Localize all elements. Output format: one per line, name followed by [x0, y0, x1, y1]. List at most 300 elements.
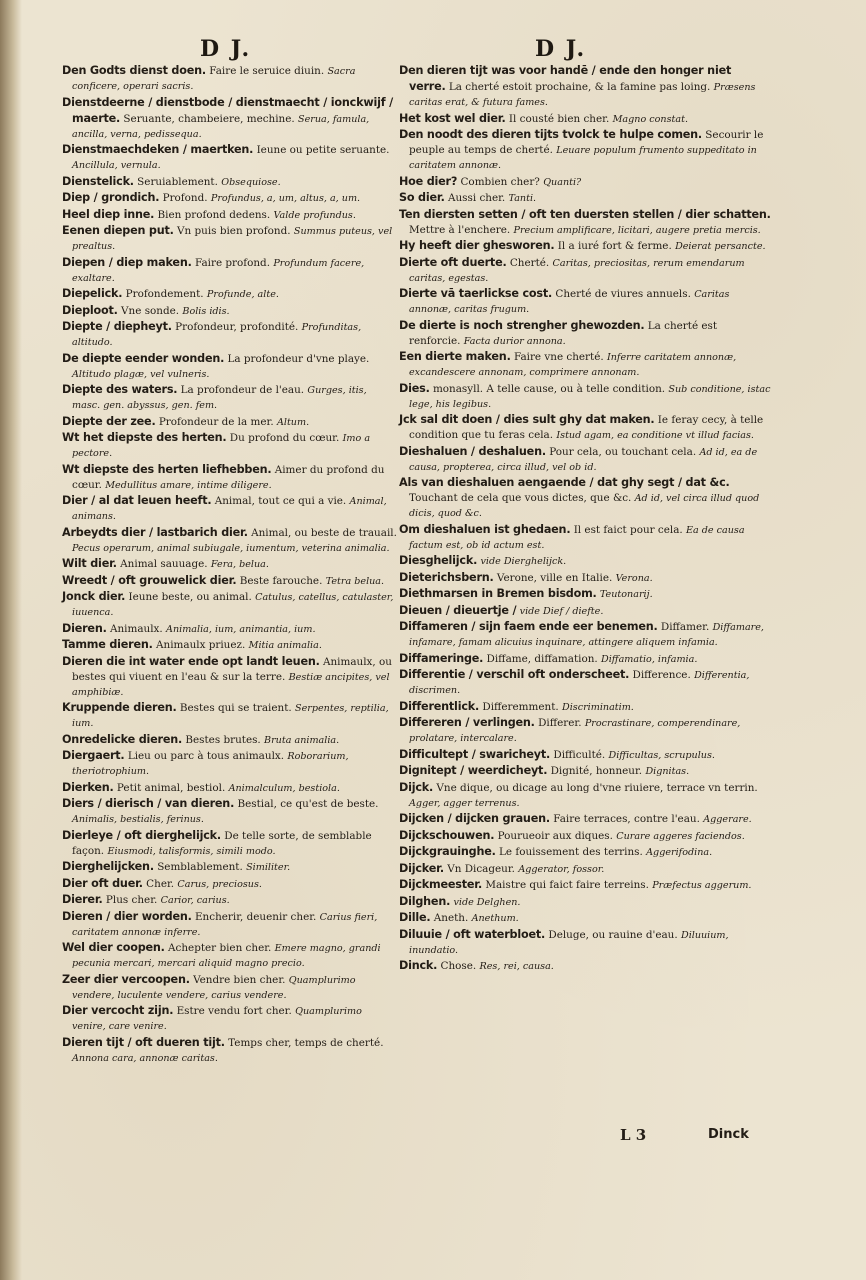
entry-headword: Dieren tijt / oft dueren tijt. [62, 1035, 225, 1049]
entry-headword: Diers / dierisch / van dieren. [62, 797, 235, 810]
entry-french: Diffame, diffamation. [486, 652, 598, 665]
entry-headword: Dijck. [399, 780, 434, 794]
entry-headword: Dierte vā taerlickse cost. [399, 287, 553, 300]
entry-french: La profondeur d'vne playe. [227, 352, 370, 365]
entry-french: Bestes brutes. [185, 733, 261, 746]
entry-headword: Diergaert. [62, 749, 125, 762]
dictionary-entry [399, 318, 771, 349]
dictionary-entry [62, 462, 397, 493]
dictionary-entry [399, 667, 771, 698]
dictionary-entry [62, 430, 397, 461]
dictionary-entry [62, 1003, 397, 1034]
entry-headword: Diesghelijck. [399, 554, 478, 567]
entry-latin: Discriminatim. [562, 701, 634, 713]
entry-french: Chose. [440, 960, 477, 972]
dictionary-entry [62, 414, 397, 430]
entry-headword: Diluuie / oft waterbloet. [399, 927, 546, 941]
dictionary-entry [399, 475, 771, 521]
dictionary-entry [62, 525, 397, 556]
entry-headword: Dierghelijcken. [62, 860, 154, 873]
entry-latin: Ancillula, vernula. [72, 160, 161, 171]
entry-latin: Sub conditione, istac lege, his legibus. [409, 383, 771, 410]
entry-latin: Quanti? [543, 176, 582, 188]
entry-latin: Istud agam, ea conditione vt illud facias. [556, 430, 754, 441]
entry-latin: vide Delghen. [453, 896, 521, 908]
entry-french: Difference. [632, 669, 691, 681]
dictionary-entry [62, 859, 397, 875]
dictionary-entry [399, 190, 771, 206]
entry-latin: Carus, preciosus. [177, 878, 262, 890]
running-head-right: D J. [535, 36, 587, 62]
dictionary-entry [399, 811, 771, 827]
entry-headword: Dille. [399, 911, 431, 924]
entry-french: Plus cher. [105, 894, 158, 906]
entry-headword: Kruppende dieren. [62, 701, 177, 714]
entry-headword: Den dieren tijt was voor handē / ende den honger niet verre. [399, 64, 732, 93]
dictionary-entry [62, 780, 397, 796]
entry-headword: Jonck dier. [62, 590, 126, 603]
entry-latin: Agger, agger terrenus. [409, 797, 520, 809]
dictionary-entry [62, 909, 397, 940]
entry-latin: Animalis, bestialis, ferinus. [72, 814, 204, 825]
entry-french: Bestial, ce qu'est de beste. [237, 798, 379, 810]
running-head-left: D J. [200, 36, 252, 62]
entry-french: Animaulx priuez. [156, 639, 246, 651]
dictionary-entry [62, 700, 397, 731]
dictionary-entry [399, 349, 771, 380]
entry-latin: Catulus, catellus, catulaster, iuuenca. [72, 592, 394, 618]
entry-french: Seruante, chambeiere, mechine. [123, 112, 295, 125]
entry-latin: Precium amplificare, licitari, augere pretia mercis. [513, 224, 761, 236]
entry-latin: Aggerare. [703, 814, 752, 825]
entry-headword: Dinck. [399, 959, 438, 972]
entry-french: Il a iuré fort & ferme. [557, 240, 672, 252]
dictionary-entry [399, 570, 771, 586]
entry-headword: Ten diersten setten / oft ten duersten stellen / dier schatten. [399, 207, 771, 221]
entry-latin: Caritas annonæ, caritas frugum. [409, 289, 730, 315]
dictionary-entry [399, 828, 771, 844]
entry-latin: Serpentes, reptilia, ium. [72, 703, 389, 729]
entry-headword: Dieshaluen / deshaluen. [399, 444, 546, 458]
entry-latin: Sacra conficere, operari sacris. [72, 66, 356, 92]
entry-headword: Dier vercocht zijn. [62, 1004, 174, 1017]
entry-headword: Differentlick. [399, 699, 480, 713]
entry-latin: Verona. [615, 572, 653, 584]
entry-french: Ieune beste, ou animal. [128, 591, 252, 603]
entry-headword: Dieterichsbern. [399, 570, 494, 584]
dictionary-entry [399, 603, 771, 619]
entry-latin: Dignitas. [645, 766, 690, 777]
dictionary-entry [62, 972, 397, 1003]
entry-latin: Præsens caritas erat, & futura fames. [409, 82, 756, 108]
entry-headword: Dierken. [62, 780, 114, 794]
entry-headword: Dienstelick. [62, 174, 134, 188]
entry-headword: De diepte eender wonden. [62, 351, 225, 365]
entry-french: Pour cela, ou touchant cela. [549, 445, 697, 458]
dictionary-entry [399, 238, 771, 254]
dictionary-entry [62, 1035, 397, 1066]
entry-french: La cherté est renforcie. [409, 319, 718, 347]
entry-french: Bien profond dedens. [157, 208, 271, 221]
dictionary-entry [399, 127, 771, 173]
entry-latin: Præfectus aggerum. [652, 880, 752, 891]
dictionary-entry [399, 522, 771, 553]
entry-latin: Valde profundus. [273, 209, 356, 221]
dictionary-entry [62, 892, 397, 908]
dictionary-entry [62, 255, 397, 286]
entry-french: Differemment. [482, 700, 559, 713]
entry-french: Encherir, deuenir cher. [194, 910, 317, 923]
entry-french: Profondeur, profondité. [175, 321, 299, 333]
entry-headword: Difficultept / swaricheyt. [399, 747, 551, 761]
dictionary-entry [399, 780, 771, 811]
entry-french: Profond. [162, 192, 208, 204]
entry-headword: Differentie / verschil oft onderscheet. [399, 668, 630, 681]
entry-french: Vendre bien cher. [193, 973, 286, 986]
dictionary-entry [62, 828, 397, 859]
dictionary-entry [62, 303, 397, 319]
entry-headword: Het kost wel dier. [399, 111, 506, 125]
entry-headword: Dies. [399, 381, 430, 395]
entry-french: Vne dique, ou dicage au long d'vne riuiere, terrace vn terrin. [436, 781, 758, 794]
entry-headword: Wreedt / oft grouwelick dier. [62, 573, 237, 587]
entry-french: De telle sorte, de semblable façon. [72, 829, 372, 857]
entry-french: Dignité, honneur. [550, 765, 643, 777]
entry-french: Aimer du profond du cœur. [72, 463, 385, 491]
entry-french: Difficulté. [553, 748, 606, 761]
entry-headword: Diffameringe. [399, 651, 484, 665]
entry-headword: Dierleye / oft dierghelijck. [62, 828, 221, 842]
entry-french: Le fouissement des terrins. [499, 846, 643, 858]
binding-gutter [0, 0, 22, 1280]
entry-latin: Diluuium, inundatio. [409, 929, 729, 956]
entry-headword: Onredelicke dieren. [62, 732, 183, 746]
entry-headword: Diepte des waters. [62, 383, 178, 396]
entry-latin: Altum. [276, 416, 310, 428]
dictionary-entry [62, 286, 397, 302]
entry-latin: Aggerator, fossor. [518, 863, 605, 875]
dictionary-entry [399, 877, 771, 893]
entry-french: La profondeur de l'eau. [180, 384, 305, 396]
entry-latin: Serua, famula, ancilla, verna, pedissequa. [72, 113, 370, 140]
dictionary-entry [399, 255, 771, 286]
entry-headword: Den noodt des dieren tijts tvolck te hulpe comen. [399, 128, 702, 141]
entry-headword: Arbeydts dier / lastbarich dier. [62, 525, 248, 539]
entry-french: Vn puis bien profond. [177, 225, 291, 237]
entry-headword: Wt diepste des herten liefhebben. [62, 462, 272, 476]
entry-latin: Bolis idis. [182, 305, 230, 317]
entry-headword: Diethmarsen in Bremen bisdom. [399, 587, 597, 600]
dictionary-entry [62, 142, 397, 173]
dictionary-entry [399, 651, 771, 667]
entry-headword: Dier / al dat leuen heeft. [62, 494, 212, 507]
entry-headword: Heel diep inne. [62, 207, 155, 221]
dictionary-entry [62, 876, 397, 892]
entry-latin: Bestiæ ancipites, vel amphibiæ. [72, 671, 390, 698]
dictionary-entry [399, 381, 771, 412]
entry-french: Ie feray cecy, à telle condition que tu feras cela. [409, 414, 764, 441]
entry-french: Temps cher, temps de cherté. [228, 1036, 384, 1049]
entry-latin: Annona cara, annonæ caritas. [72, 1052, 218, 1064]
entry-headword: Dieuen / dieuertje / [399, 603, 517, 617]
entry-latin: Summus puteus, vel prealtus. [72, 226, 393, 252]
entry-latin: Animalia, ium, animantia, ium. [166, 623, 316, 635]
entry-latin: Carior, carius. [160, 895, 230, 906]
entry-headword: Dieren / dier worden. [62, 909, 192, 923]
entry-latin: Carius fieri, caritatem annonæ inferre. [72, 911, 378, 938]
entry-latin: Emere magno, grandi pecunia mercari, mercari aliquid magno precio. [72, 943, 381, 969]
entry-latin: Res, rei, causa. [479, 961, 554, 972]
entry-headword: Wt het diepste des herten. [62, 431, 227, 444]
dictionary-entry [399, 861, 771, 877]
dictionary-entry [399, 619, 771, 650]
entry-headword: Dier oft duer. [62, 876, 143, 890]
dictionary-entry [399, 910, 771, 926]
entry-latin: Procrastinare, comperendinare, prolatare, intercalare. [409, 718, 741, 744]
entry-headword: Dierte oft duerte. [399, 255, 507, 269]
entry-french: Faire vne cherté. [513, 351, 604, 363]
entry-latin: Mitia animalia. [248, 640, 322, 651]
dictionary-entry [399, 894, 771, 910]
entry-latin: Ad id, ea de causa, propterea, circa illud, vel ob id. [409, 446, 758, 473]
entry-french: Aussi cher. [447, 192, 506, 204]
entry-headword: So dier. [399, 191, 445, 204]
entry-french: Achepter bien cher. [168, 942, 272, 954]
entry-latin: Differentia, discrimen. [409, 670, 750, 696]
entry-latin: Fera, belua. [210, 559, 269, 570]
dictionary-entry [62, 493, 397, 524]
entry-french: Faire terraces, contre l'eau. [553, 813, 700, 825]
dictionary-entry [62, 174, 397, 190]
entry-latin: Caritas, preciositas, rerum emendarum caritas, egestas. [409, 257, 745, 284]
entry-french: Semblablement. [157, 861, 243, 873]
entry-headword: Dijcken / dijcken grauen. [399, 812, 550, 825]
entry-latin: Profunditas, altitudo. [72, 322, 362, 348]
dictionary-entry [62, 223, 397, 254]
entry-latin: Quamplurimo vendere, luculente vendere, carius vendere. [72, 974, 356, 1001]
entry-latin: Pecus operarum, animal subiugale, iumentum, veterina animalia. [72, 542, 390, 554]
entry-french: Animaulx, ou bestes qui viuent en l'eau & sur la terre. [72, 655, 392, 683]
entry-headword: Dienstmaechdeken / maertken. [62, 143, 254, 156]
dictionary-entry [399, 958, 771, 974]
entry-french: Faire le seruice diuin. [209, 65, 325, 77]
entry-french: Verone, ville en Italie. [496, 571, 613, 584]
dictionary-entry [62, 940, 397, 971]
entry-french: Il cousté bien cher. [508, 112, 610, 125]
dictionary-entry [399, 586, 771, 602]
dictionary-entry [62, 319, 397, 350]
entry-latin: vide Dierghelijck. [480, 556, 567, 567]
right-column [399, 63, 771, 975]
entry-french: La cherté estoit prochaine, & la famine pas loing. [448, 81, 711, 93]
entry-headword: Dignitept / weerdicheyt. [399, 764, 548, 777]
entry-french: Petit animal, bestiol. [116, 781, 226, 794]
entry-headword: Diepte / diepheyt. [62, 320, 172, 333]
dictionary-entry [399, 412, 771, 443]
entry-latin: Obsequiose. [221, 176, 281, 188]
entry-headword: Den Godts dienst doen. [62, 64, 206, 77]
entry-french: Diffamer. [660, 621, 710, 633]
entry-french: Animal, tout ce qui a vie. [214, 495, 347, 507]
dictionary-entry [62, 654, 397, 700]
entry-french: Secourir le peuple au temps de cherté. [409, 129, 764, 156]
entry-french: Animaulx. [109, 622, 163, 635]
entry-latin: Medullitus amare, intime diligere. [105, 479, 272, 491]
dictionary-entry [399, 286, 771, 317]
entry-latin: Teutonarij. [599, 589, 653, 600]
entry-latin: Inferre caritatem annonæ, excandescere annonam, comprimere annonam. [409, 352, 737, 378]
dictionary-entry [399, 747, 771, 763]
dictionary-entry [62, 732, 397, 748]
entry-latin: Similiter. [246, 862, 291, 873]
entry-headword: Dijckschouwen. [399, 828, 495, 842]
entry-french: Aneth. [433, 912, 469, 924]
entry-headword: Diep / grondich. [62, 191, 160, 204]
entry-french: Il est faict pour cela. [573, 523, 683, 536]
entry-latin: Diffamare, infamare, famam alicuius inquinare, attingere aliquem infamia. [409, 622, 764, 648]
entry-french: Beste farouche. [239, 574, 323, 587]
dictionary-entry [62, 573, 397, 589]
entry-latin: Facta durior annona. [463, 335, 566, 347]
entry-headword: Jck sal dit doen / dies sult ghy dat maken. [399, 413, 655, 426]
entry-french: Pourueoir aux diques. [497, 829, 613, 842]
entry-latin: Quamplurimo venire, care venire. [72, 1006, 362, 1032]
dictionary-entry [62, 207, 397, 223]
entry-latin: Animalculum, bestiola. [228, 782, 340, 794]
entry-french: Touchant de cela que vous dictes, que &c. [409, 492, 632, 504]
entry-headword: Dilghen. [399, 894, 451, 908]
entry-latin: Leuare populum frumento suppeditato in caritatem annonæ. [409, 145, 757, 171]
entry-latin: Aggerifodina. [646, 847, 713, 858]
entry-headword: Hy heeft dier ghesworen. [399, 239, 555, 252]
entry-headword: Als van dieshaluen aengaende / dat ghy segt / dat &c. [399, 476, 730, 489]
entry-headword: Eenen diepen put. [62, 224, 174, 237]
entry-latin: Eiusmodi, talisformis, simili modo. [107, 845, 276, 857]
dictionary-entry [62, 621, 397, 637]
entry-latin: Diffamatio, infamia. [601, 653, 698, 665]
entry-headword: Tamme dieren. [62, 638, 153, 651]
entry-latin: Profundum facere, exaltare. [72, 257, 365, 284]
entry-french: Cherté. [509, 256, 550, 269]
dictionary-entry [62, 190, 397, 206]
entry-latin: Animal, animans. [72, 496, 387, 522]
entry-french: Profondement. [125, 288, 204, 300]
entry-headword: Dieploot. [62, 303, 118, 317]
entry-headword: De dierte is noch strengher ghewozden. [399, 318, 645, 332]
entry-french: Ieune ou petite seruante. [256, 144, 390, 156]
dictionary-entry [399, 63, 771, 110]
dictionary-entry [62, 63, 397, 94]
dictionary-entry [62, 589, 397, 620]
entry-latin: Anethum. [471, 913, 519, 924]
entry-french: Differer. [538, 717, 582, 729]
dictionary-entry [399, 553, 771, 569]
catchword: Dinck [708, 1127, 749, 1142]
entry-latin: Profundus, a, um, altus, a, um. [210, 193, 361, 204]
entry-latin: Roborarium, theriotrophium. [72, 751, 349, 777]
dictionary-entry [399, 699, 771, 715]
entry-french: Combien cher? [460, 175, 540, 188]
entry-latin: Curare aggeres faciendos. [616, 830, 745, 842]
entry-headword: Dijcker. [399, 861, 444, 875]
entry-headword: Dierer. [62, 893, 103, 906]
dictionary-entry [399, 207, 771, 238]
entry-french: Vne sonde. [121, 304, 180, 317]
entry-headword: Differeren / verlingen. [399, 716, 535, 729]
entry-french: Cher. [146, 877, 175, 890]
dictionary-entry [62, 95, 397, 142]
dictionary-entry [62, 556, 397, 572]
entry-french: Maistre qui faict faire terreins. [485, 879, 649, 891]
entry-latin: Deierat persancte. [675, 241, 766, 252]
entry-french: Animal, ou beste de trauail. [251, 526, 397, 539]
entry-latin: Difficultas, scrupulus. [608, 749, 715, 761]
entry-headword: Diffameren / sijn faem ende eer benemen. [399, 620, 658, 633]
signature-mark: L 3 [620, 1126, 647, 1144]
entry-latin: Tetra belua. [325, 575, 385, 587]
entry-headword: Om dieshaluen ist ghedaen. [399, 522, 571, 536]
dictionary-entry [399, 844, 771, 860]
entry-headword: Diepte der zee. [62, 414, 156, 428]
entry-latin: Gurges, itis, masc. gen. abyssus, gen. fem. [72, 385, 367, 411]
dictionary-entry [62, 382, 397, 413]
entry-latin: Magno constat. [612, 113, 688, 125]
dictionary-entry [399, 715, 771, 746]
entry-french: Cherté de viures annuels. [555, 288, 691, 300]
entry-french: Vn Dicageur. [447, 862, 515, 875]
entry-french: Animal sauuage. [120, 558, 208, 570]
entry-headword: Diepelick. [62, 287, 123, 300]
entry-headword: Dijckgrauinghe. [399, 845, 496, 858]
entry-latin: Ad id, vel circa illud quod dicis, quod &c. [409, 493, 760, 519]
entry-french: Seruiablement. [137, 175, 218, 188]
left-column [62, 63, 397, 1066]
entry-french: Mettre à l'enchere. [409, 223, 511, 236]
entry-french: Estre vendu fort cher. [176, 1005, 292, 1017]
entry-headword: Dienstdeerne / dienstbode / dienstmaecht / ionckwijf / maerte. [62, 95, 394, 125]
dictionary-entry [62, 796, 397, 827]
entry-french: Deluge, ou rauine d'eau. [548, 928, 678, 941]
entry-latin: Tanti. [508, 193, 537, 204]
entry-latin: Bruta animalia. [264, 734, 340, 746]
entry-latin: vide Dief / diefte. [519, 605, 604, 617]
entry-headword: Wilt dier. [62, 557, 117, 570]
entry-headword: Diepen / diep maken. [62, 255, 192, 269]
dictionary-entry [399, 111, 771, 127]
entry-headword: Dieren die int water ende opt landt leuen. [62, 654, 320, 668]
dictionary-entry [399, 174, 771, 190]
entry-latin: Profunde, alte. [206, 289, 279, 300]
entry-latin: Ea de causa factum est, ob id actum est. [409, 524, 745, 551]
entry-french: Faire profond. [194, 256, 271, 269]
entry-headword: Zeer dier vercoopen. [62, 972, 190, 986]
dictionary-entry [62, 748, 397, 779]
entry-headword: Hoe dier? [399, 174, 458, 188]
entry-headword: Dijckmeester. [399, 878, 483, 891]
entry-latin: Altitudo plagæ, vel vulneris. [72, 368, 210, 380]
dictionary-entry [399, 927, 771, 958]
entry-french: Bestes qui se traient. [179, 702, 292, 714]
entry-latin: Imo a pectore. [72, 433, 371, 459]
dictionary-entry [399, 763, 771, 779]
entry-french: monasyll. A telle cause, ou à telle condition. [432, 382, 666, 395]
entry-headword: Wel dier coopen. [62, 941, 165, 954]
entry-french: Profondeur de la mer. [158, 415, 274, 428]
entry-headword: Een dierte maken. [399, 350, 511, 363]
dictionary-entry [62, 351, 397, 382]
dictionary-entry [399, 444, 771, 475]
entry-french: Lieu ou parc à tous animaulx. [127, 750, 285, 762]
